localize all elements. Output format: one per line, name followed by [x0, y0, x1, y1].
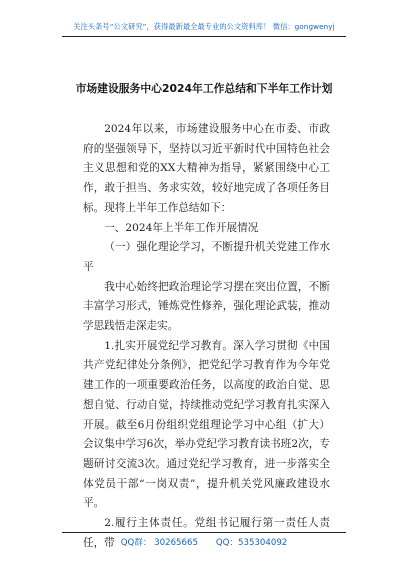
subsection-heading: （一）强化理论学习，不断提升机关党建工作水平 [83, 241, 330, 273]
body-paragraph: 1.扎实开展党纪学习教育。深入学习贯彻《中国共产党纪律处分条例》，把党纪学习教育作为今年党建工作的一项重要政治任务，以高度的政治自觉、思想自觉、行动自觉，持续推动党纪学习教育扎实深入开展。截至6月份组织党组理论学习中心组（扩大）会议集中学习6次，举办党纪学习教育读书班2次，专题研讨交流3次。通过党纪学习教育，进一步落实全体党员干部“一岗双责”，提升机关党风廉政建设水平。 [83, 339, 330, 510]
document-title: 市场建设服务中心2024年工作总结和下半年工作计划 [75, 82, 333, 95]
section-heading: 一、2024年上半年工作开展情况 [104, 221, 259, 234]
page-header: 关注头条号“公文研究”，获得最新最全最专业的公文资料库！ 微信：gongwenyj [73, 22, 335, 31]
document-body [83, 120, 330, 553]
footer-divider [62, 532, 346, 533]
body-paragraph: 我中心始终把政治理论学习摆在突出位置，不断丰富学习形式，锤炼党性修养，强化理论武装，推动学思践悟走深走实。 [83, 280, 330, 333]
footer-qq-number: QQ：535304092 [215, 538, 288, 548]
header-divider [62, 36, 346, 37]
body-paragraph: 2.履行主体责任。党组书记履行第一责任人责任，带 [83, 517, 330, 549]
footer-qq-group: QQ群： 30265665 [120, 538, 198, 548]
page-footer [0, 536, 408, 548]
intro-paragraph: 2024年以来，市场建设服务中心在市委、市政府的坚强领导下，坚持以习近平新时代中国特色社会主义思想和党的XX大精神为指导，紧紧围绕中心工作，敢于担当、务求实效，较好地完成了各项任务目标。现将上半年工作总结如下： [83, 123, 330, 214]
